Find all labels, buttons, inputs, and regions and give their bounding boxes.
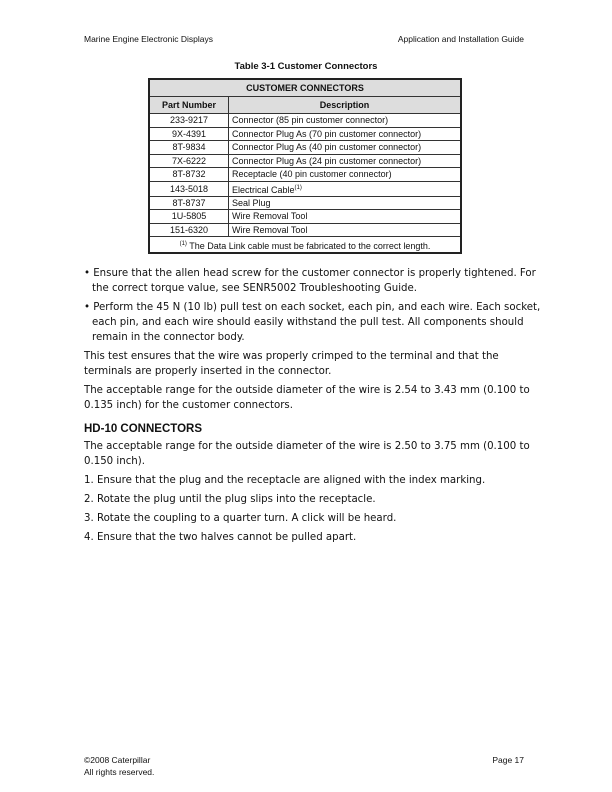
table-row [149,154,461,168]
description-text: Wire Removal Tool [232,224,308,235]
description-text: Electrical Cable [232,184,295,195]
description-text: Connector Plug As (40 pin customer connector) [232,142,422,153]
rights: All rights reserved. [84,767,155,777]
part-number: 151-6320 [149,223,229,237]
footer-left [84,754,154,778]
description-text: Wire Removal Tool [232,211,308,222]
step: 3. Rotate the coupling to a quarter turn. A click will be heard. [84,513,397,524]
table-title: CUSTOMER CONNECTORS [149,79,461,97]
table-row [149,196,461,210]
table-caption: Table 3-1 Customer Connectors [234,61,378,72]
table-row [149,127,461,141]
description-text: Seal Plug [232,197,271,208]
note-marker: (1) [294,184,302,191]
section-heading: HD-10 CONNECTORS [84,423,202,435]
description [229,168,462,182]
part-number: 233-9217 [149,114,229,128]
part-number: 1U-5805 [149,210,229,224]
table-footnote [149,237,461,254]
part-number: 9X-4391 [149,127,229,141]
header-left: Marine Engine Electronic Displays [84,34,213,44]
description-text: Receptacle (40 pin customer connector) [232,169,392,180]
paragraph: This test ensures that the wire was properly crimped to the terminal and that the terminals are properly inserted in the connector. [84,351,499,377]
body-text [84,266,544,549]
paragraph: The acceptable range for the outside diameter of the wire is 2.54 to 3.43 mm (0.100 to 0.135 inch) for the customer connectors. [84,385,530,411]
description [229,210,462,224]
description-text: Connector Plug As (24 pin customer connector) [232,155,422,166]
bullet: • Perform the 45 N (10 lb) pull test on each socket, each pin, and each wire. Each socket, each pin, and each wire should easily withstand the pull test. All components should remain in the connector body. [84,302,541,343]
part-number: 8T-8737 [149,196,229,210]
description-text: Connector Plug As (70 pin customer connector) [232,128,422,139]
paragraph: The acceptable range for the outside diameter of the wire is 2.50 to 3.75 mm (0.100 to 0.150 inch). [84,441,530,467]
part-number: 7X-6222 [149,154,229,168]
description [229,223,462,237]
part-number: 8T-9834 [149,141,229,155]
footnote-text: The Data Link cable must be fabricated to the correct length. [186,240,431,251]
column-header: Description [229,97,462,114]
step: 2. Rotate the plug until the plug slips into the receptacle. [84,494,376,505]
header-right: Application and Installation Guide [397,34,524,44]
table-row [149,141,461,155]
description [229,127,462,141]
step: 4. Ensure that the two halves cannot be pulled apart. [84,532,357,543]
bullet: • Ensure that the allen head screw for the customer connector is properly tightened. For the correct torque value, see SENR5002 Troubleshooting Guide. [84,268,536,294]
footnote-marker: (1) [179,240,187,247]
step: 1. Ensure that the plug and the receptacle are aligned with the index marking. [84,475,486,486]
column-header: Part Number [149,97,229,114]
copyright: ©2008 Caterpillar [84,755,151,765]
customer-connectors-table [148,78,462,254]
part-number: 143-5018 [149,181,229,196]
description [229,141,462,155]
description [229,196,462,210]
description-text: Connector (85 pin customer connector) [232,115,389,126]
part-number: 8T-8732 [149,168,229,182]
table-row [149,168,461,182]
page-number: Page 17 [492,755,524,765]
table-row [149,223,461,237]
description [229,181,462,196]
table-row [149,181,461,196]
description [229,114,462,128]
table-row [149,114,461,128]
table-row [149,210,461,224]
description [229,154,462,168]
